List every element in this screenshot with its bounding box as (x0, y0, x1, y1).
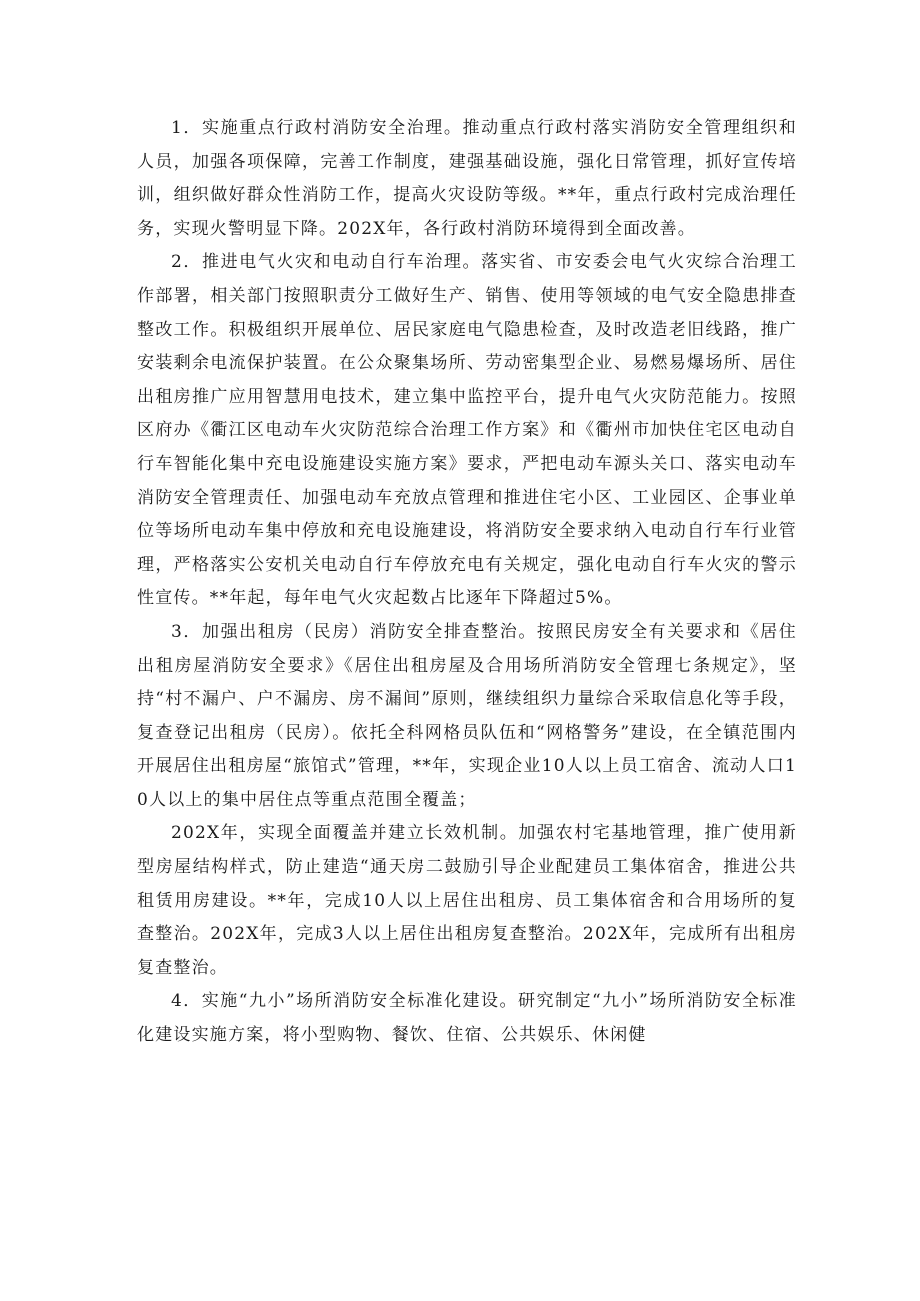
paragraph-3: 3．加强出租房（民房）消防安全排查整治。按照民房安全有关要求和《居住出租房屋消防安全要求》《居住出租房屋及合用场所消防安全管理七条规定》，坚持“村不漏户、户不漏房、房不漏间”原则，继续组织力量综合采取信息化等手段，复查登记出租房（民房）。依托全科网格员队伍和“网格警务”建设，在全镇范围内开展居住出租房屋“旅馆式”管理，**年，实现企业10人以上员工宿舍、流动人口10人以上的集中居住点等重点范围全覆盖； (137, 621, 797, 810)
paragraph-2: 2．推进电气火灾和电动自行车治理。落实省、市安委会电气火灾综合治理工作部署，相关部门按照职责分工做好生产、销售、使用等领域的电气安全隐患排查整改工作。积极组织开展单位、居民家庭电气隐患检查，及时改造老旧线路，推广安装剩余电流保护装置。在公众聚集场所、劳动密集型企业、易燃易爆场所、居住出租房推广应用智慧用电技术，建立集中监控平台，提升电气火灾防范能力。按照区府办《衢江区电动车火灾防范综合治理工作方案》和《衢州市加快住宅区电动自行车智能化集中充电设施建设实施方案》要求，严把电动车源头关口、落实电动车消防安全管理责任、加强电动车充放点管理和推进住宅小区、工业园区、企事业单位等场所电动车集中停放和充电设施建设，将消防安全要求纳入电动自行车行业管理，严格落实公安机关电动自行车停放充电有关规定，强化电动自行车火灾的警示性宣传。**年起，每年电气火灾起数占比逐年下降超过5%。 (137, 252, 797, 609)
document-body (137, 112, 797, 1053)
paragraph-1: 1．实施重点行政村消防安全治理。推动重点行政村落实消防安全管理组织和人员，加强各项保障，完善工作制度，建强基础设施，强化日常管理，抓好宣传培训，组织做好群众性消防工作，提高火灾设防等级。**年，重点行政村完成治理任务，实现火警明显下降。202X年，各行政村消防环境得到全面改善。 (137, 118, 797, 239)
paragraph-5: 4．实施“九小”场所消防安全标准化建设。研究制定“九小”场所消防安全标准化建设实施方案，将小型购物、餐饮、住宿、公共娱乐、休闲健 (137, 991, 797, 1046)
paragraph-4: 202X年，实现全面覆盖并建立长效机制。加强农村宅基地管理，推广使用新型房屋结构样式，防止建造“通天房二鼓励引导企业配建员工集体宿舍，推进公共租赁用房建设。**年，完成10人以上居住出租房、员工集体宿舍和合用场所的复查整治。202X年，完成3人以上居住出租房复查整治。202X年，完成所有出租房复查整治。 (137, 823, 797, 978)
